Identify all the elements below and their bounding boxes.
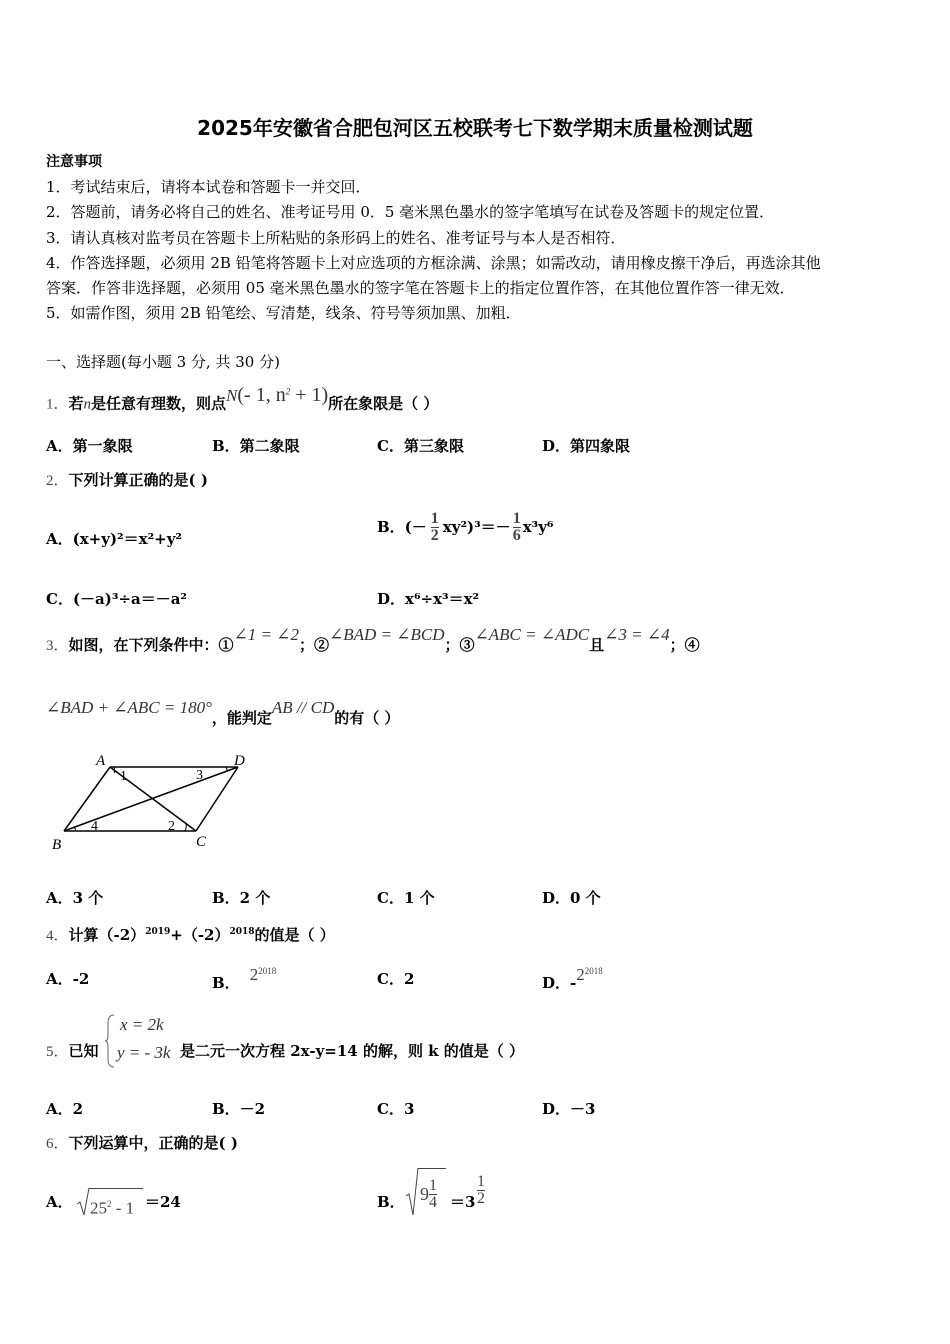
option-a: A．2 [46, 1100, 84, 1118]
option-b-result: ＝3 [450, 1193, 476, 1211]
radical-bar [418, 1168, 446, 1169]
angle-label-3: 3 [196, 768, 203, 783]
option-b-label: B． [377, 1193, 405, 1211]
notice-item: 2．答题前，请务必将自己的姓名、准考证号用 0．5 毫米黑色墨水的签字笔填写在试卷及答题卡的规定位置． [46, 203, 775, 221]
notice-item: 3．请认真核对监考员在答题卡上所粘贴的条形码上的姓名、准考证号与本人是否相符． [46, 229, 626, 247]
page-title: 2025年安徽省合肥包河区五校联考七下数学期末质量检测试题 [197, 116, 753, 140]
option-a-label: A． [46, 1193, 73, 1211]
option-b: B．2 个 [212, 889, 271, 907]
question-6: 6．下列运算中，正确的是( ) [46, 1134, 238, 1152]
mixed-number: 9 $\frac{1}{4}$ [420, 1176, 437, 1211]
notice-heading: 注意事项 [46, 154, 102, 170]
question-5-text: 是二元一次方程 2x-y=14 的解，则 k 的值是（ ） [180, 1042, 525, 1060]
angle-label-4: 4 [91, 819, 98, 834]
notice-item: 答案．作答非选择题，必须用 05 毫米黑色墨水的签字笔在答题卡上的指定位置作答，在其他位置作答一律无效． [46, 279, 795, 297]
radicand: $25^2 - 1$ [90, 1198, 135, 1218]
vertex-label-b: B [52, 837, 62, 853]
result-fraction: $\frac{1}{2}$ [477, 1173, 485, 1207]
vertex-label-c: C [196, 834, 207, 850]
option-b: B． $2^{2018}$ [212, 965, 277, 992]
option-d: D．$-2^{2018}$ [542, 965, 603, 992]
option-b: B．－2 [212, 1100, 266, 1118]
notice-item: 1．考试结束后，请将本试卷和答题卡一并交回． [46, 178, 371, 196]
option-d: D．第四象限 [542, 437, 631, 455]
option-c: C．2 [377, 970, 415, 988]
option-a: A．-2 [46, 970, 90, 988]
section-heading: 一、选择题(每小题 3 分, 共 30 分) [46, 353, 280, 371]
option-c: C．第三象限 [377, 437, 464, 455]
question-1: 1．若n是任意有理数，则点N(- 1, $n^2 + 1$)所在象限是（ ） [46, 383, 439, 413]
question-3-line1: 3．如图，在下列条件中：①∠1 = ∠2；②∠BAD = ∠BCD；③∠ABC = ∠ADC且∠3 = ∠4；④ [46, 625, 700, 654]
sqrt-icon [405, 1166, 419, 1218]
equation-1: x = 2k [120, 1015, 164, 1034]
parallelogram-figure [44, 748, 254, 858]
option-d: D．0 个 [542, 889, 601, 907]
question-4: 4．计算$(-2)^{2019}+(-2)^{2018}$的值是（ ） [46, 926, 335, 944]
radical-bar [89, 1188, 143, 1189]
option-b: B．(－ $\frac{1}{2}$ xy²)³＝－ $\frac{1}{6}$ x³y⁶ [377, 509, 554, 544]
angle-label-2: 2 [168, 819, 175, 834]
option-c: C．3 [377, 1100, 415, 1118]
option-c: C．(－a)³÷a＝－a² [46, 590, 187, 608]
angle-label-1: 1 [120, 769, 127, 784]
option-d: D．x⁶÷x³＝x² [377, 590, 480, 608]
vertex-label-a: A [96, 753, 106, 769]
option-a: A．第一象限 [46, 437, 133, 455]
notice-item: 5．如需作图，须用 2B 铅笔绘、写清楚，线条、符号等须加黑、加粗． [46, 304, 521, 322]
system-brace [104, 1013, 116, 1069]
question-5: 5．已知 [46, 1042, 99, 1060]
notice-item: 4．作答选择题，必须用 2B 铅笔将答题卡上对应选项的方框涂满、涂黑；如需改动，请用橡皮擦干净后，再选涂其他 [46, 254, 821, 272]
option-a-result: ＝24 [145, 1193, 181, 1211]
equation-2: y = - 3k [117, 1043, 171, 1062]
question-3-line2: ∠BAD + ∠ABC = 180°，能判定AB // CD的有（ ） [46, 698, 400, 727]
question-2: 2．下列计算正确的是( ) [46, 471, 208, 489]
option-a: A．(x+y)²＝x²+y² [46, 530, 182, 548]
vertex-label-d: D [234, 753, 245, 769]
option-d: D．－3 [542, 1100, 596, 1118]
sqrt-icon [76, 1186, 90, 1218]
option-c: C．1 个 [377, 889, 435, 907]
point-expression: N(- 1, $n^2 + 1$) [226, 383, 329, 406]
option-a: A．3 个 [46, 889, 104, 907]
option-b: B．第二象限 [212, 437, 300, 455]
